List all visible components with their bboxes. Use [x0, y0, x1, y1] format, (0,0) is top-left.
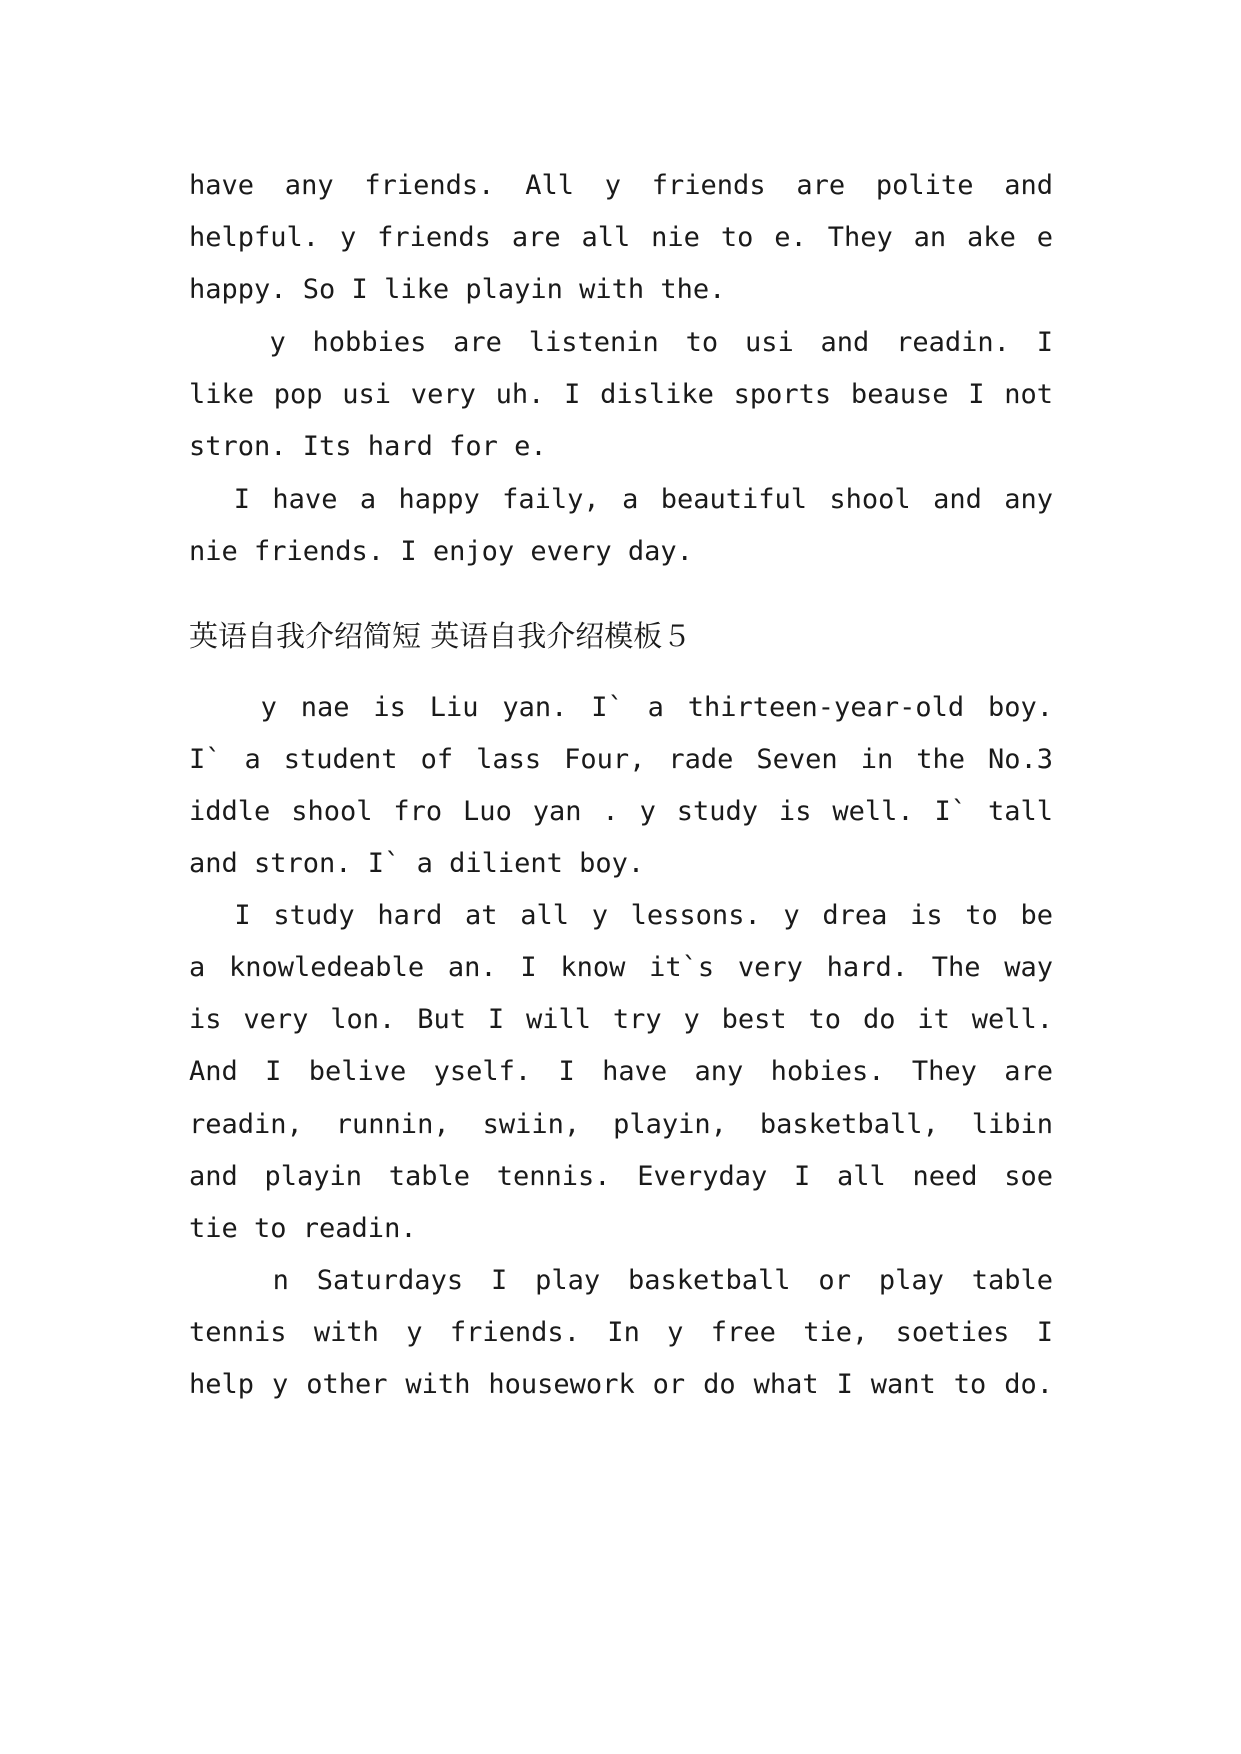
paragraph-3-line-1: I have a happy faily, a beautiful shool and any — [189, 484, 1053, 515]
paragraph-2-line-1: y hobbies are listenin to usi and readin. I — [189, 327, 1053, 358]
paragraph-4-line-3: iddle shool fro Luo yan . y study is well. I` tall — [189, 796, 1053, 827]
section-heading: 英语自我介绍简短 英语自我介绍模板５ — [189, 619, 692, 653]
paragraph-5-line-6: and playin table tennis. Everyday I all need soe — [189, 1161, 1053, 1192]
paragraph-6-line-3: help y other with housework or do what I want to do. — [189, 1369, 1053, 1400]
paragraph-3-line-2: nie friends. I enjoy every day. — [189, 536, 693, 567]
paragraph-1-line-1: have any friends. All y friends are polite and — [189, 170, 1053, 201]
paragraph-5-line-4: And I belive yself. I have any hobies. They are — [189, 1056, 1053, 1087]
paragraph-5-line-5: readin, runnin, swiin, playin, basketball, libin — [189, 1109, 1053, 1140]
paragraph-6-line-1: n Saturdays I play basketball or play table — [189, 1265, 1053, 1296]
paragraph-5-line-7: tie to readin. — [189, 1213, 417, 1244]
paragraph-4-line-2: I` a student of lass Four, rade Seven in the No.3 — [189, 744, 1053, 775]
paragraph-4-line-4: and stron. I` a dilient boy. — [189, 848, 645, 879]
paragraph-1-line-3: happy. So I like playin with the. — [189, 274, 726, 305]
paragraph-5-line-2: a knowledeable an. I know it`s very hard. The way — [189, 952, 1053, 983]
paragraph-4-line-1: y nae is Liu yan. I` a thirteen-year-old boy. — [189, 692, 1053, 723]
paragraph-2-line-2: like pop usi very uh. I dislike sports beause I not — [189, 379, 1053, 410]
paragraph-1-line-2: helpful. y friends are all nie to e. They an ake e — [189, 222, 1053, 253]
paragraph-5-line-3: is very lon. But I will try y best to do it well. — [189, 1004, 1053, 1035]
paragraph-2-line-3: stron. Its hard for e. — [189, 431, 547, 462]
paragraph-6-line-2: tennis with y friends. In y free tie, soeties I — [189, 1317, 1053, 1348]
paragraph-5-line-1: I study hard at all y lessons. y drea is to be — [189, 900, 1053, 931]
